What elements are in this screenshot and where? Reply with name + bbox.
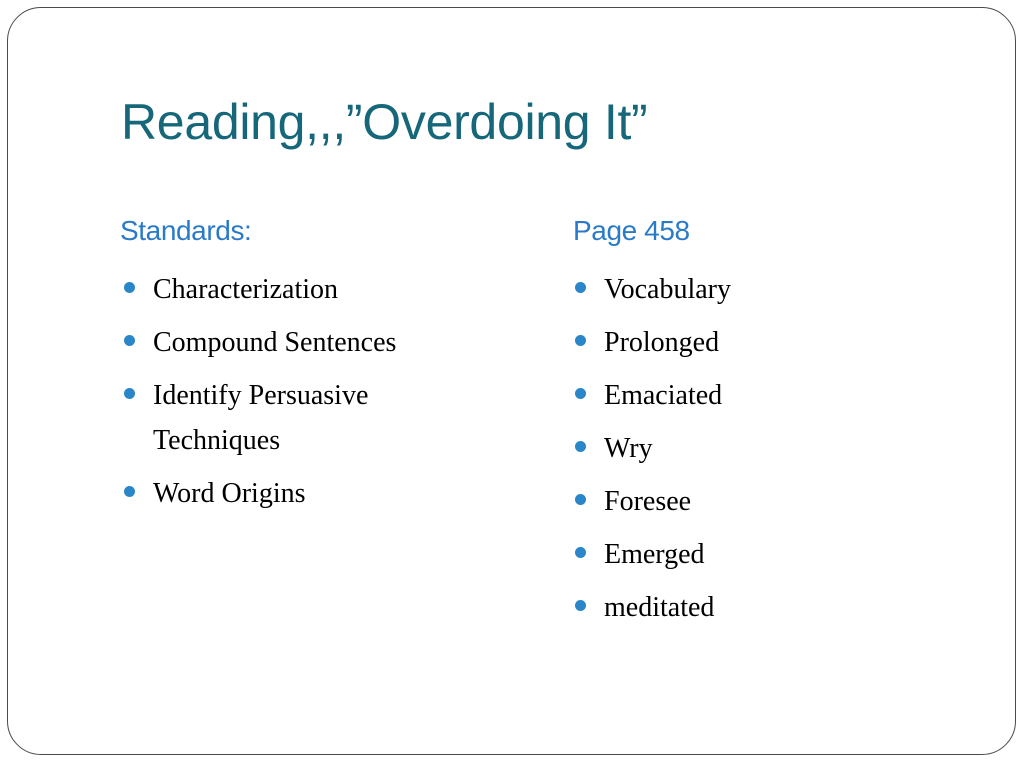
list-item-text: meditated	[604, 592, 715, 623]
list-item-text: Vocabulary	[604, 274, 731, 305]
list-item	[575, 426, 875, 471]
list-item	[575, 320, 875, 365]
standards-heading: Standards:	[120, 215, 252, 246]
list-item-text: Prolonged	[604, 327, 720, 358]
bullet-dot-icon	[575, 282, 586, 293]
list-item	[575, 532, 875, 577]
slide-frame	[7, 7, 1016, 755]
bullet-dot-icon	[124, 282, 135, 293]
list-item-text: Wry	[604, 433, 653, 464]
list-item-text: Identify Persuasive Techniques	[153, 380, 369, 456]
bullet-dot-icon	[575, 335, 586, 346]
list-item	[575, 267, 875, 312]
bullet-dot-icon	[124, 335, 135, 346]
bullet-dot-icon	[575, 600, 586, 611]
list-item	[575, 585, 875, 630]
list-item	[124, 373, 484, 463]
list-item-text: Foresee	[604, 486, 692, 517]
standards-list	[124, 267, 484, 524]
list-item	[124, 267, 484, 312]
list-item-text: Compound Sentences	[153, 327, 397, 358]
bullet-dot-icon	[124, 486, 135, 497]
list-item	[575, 373, 875, 418]
bullet-dot-icon	[575, 441, 586, 452]
bullet-dot-icon	[575, 494, 586, 505]
list-item-text: Emaciated	[604, 380, 723, 411]
slide-title: Reading,,,”Overdoing It”	[121, 94, 648, 150]
list-item-text: Emerged	[604, 539, 705, 570]
list-item	[575, 479, 875, 524]
list-item	[124, 320, 484, 365]
bullet-dot-icon	[124, 388, 135, 399]
vocabulary-list	[575, 267, 875, 638]
page-heading: Page 458	[573, 215, 690, 246]
list-item-text: Characterization	[153, 274, 339, 305]
list-item-text: Word Origins	[153, 478, 306, 509]
list-item	[124, 471, 484, 516]
bullet-dot-icon	[575, 547, 586, 558]
bullet-dot-icon	[575, 388, 586, 399]
